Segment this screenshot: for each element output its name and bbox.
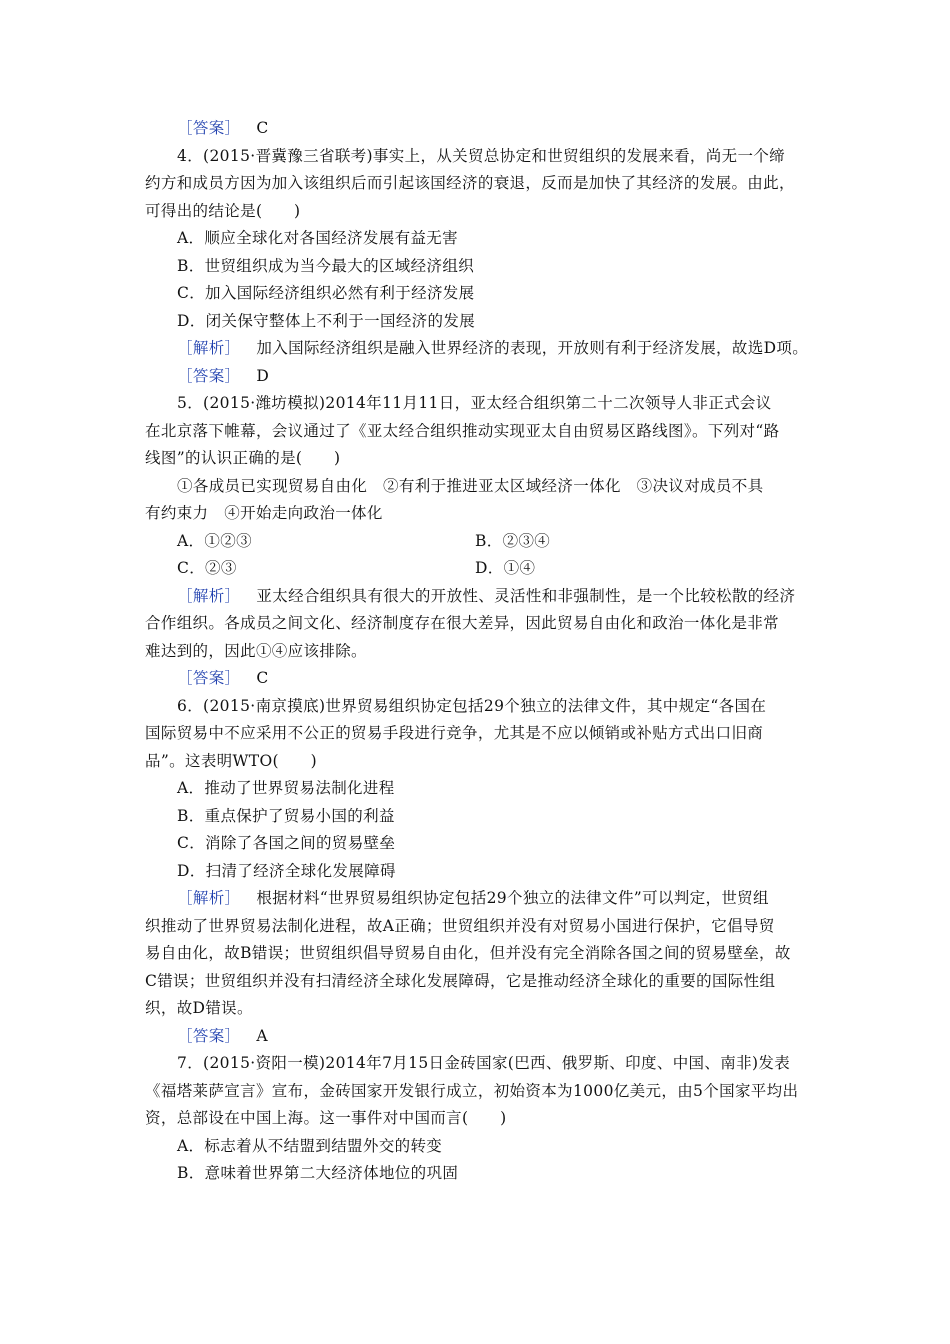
q5-analysis: ［解析］ 亚太经合组织具有很大的开放性、灵活性和非强制性，是一个比较松散的经济 (177, 586, 796, 605)
q5-option-b: B．②③④ (475, 531, 551, 550)
q4-analysis: ［解析］ 加入国际经济组织是融入世界经济的表现，开放则有利于经济发展，故选D项。 (177, 339, 809, 357)
question-6 (145, 693, 810, 1051)
q7-stem-line: 资，总部设在中国上海。这一事件对中国而言( ) (145, 1109, 507, 1127)
question-5 (145, 390, 810, 693)
q6-option-c: C．消除了各国之间的贸易壁垒 (177, 834, 396, 852)
q6-analysis-line: 织推动了世界贸易法制化进程，故A正确；世贸组织并没有对贸易小国进行保护，它倡导贸 (145, 916, 775, 935)
q6-stem-line: 品”。这表明WTO( ) (145, 751, 318, 770)
q5-analysis-line: 合作组织。各成员之间文化、经济制度存在很大差异，因此贸易自由化和政治一体化是非常 (145, 614, 780, 632)
q6-stem-line: 6．(2015·南京摸底)世界贸易组织协定包括29个独立的法律文件，其中规定“各国在 (177, 696, 767, 715)
q7-stem-line: 7．(2015·资阳一模)2014年7月15日金砖国家(巴西、俄罗斯、印度、中国、南非)发表 (177, 1054, 791, 1072)
q6-analysis-line: 织，故D错误。 (145, 999, 253, 1017)
q5-analysis-line: 难达到的，因此①④应该排除。 (145, 641, 367, 660)
question-4 (145, 143, 810, 391)
q4-stem-line: 可得出的结论是( ) (145, 201, 301, 220)
q7-option-a: A．标志着从不结盟到结盟外交的转变 (177, 1136, 443, 1155)
document-page (145, 115, 810, 1188)
q5-items-line: ①各成员已实现贸易自由化 ②有利于推进亚太区域经济一体化 ③决议对成员不具 (177, 476, 764, 495)
q6-analysis-line: C错误；世贸组织并没有扫清经济全球化发展障碍，它是推动经济全球化的重要的国际性组 (145, 971, 776, 990)
q4-option-d: D．闭关保守整体上不利于一国经济的发展 (177, 311, 476, 330)
q4-option-c: C．加入国际经济组织必然有利于经济发展 (177, 284, 475, 302)
q5-option-d: D．①④ (475, 559, 536, 577)
question-7 (145, 1050, 810, 1188)
q5-items-line: 有约束力 ④开始走向政治一体化 (145, 504, 383, 522)
q5-option-a: A．①②③ (177, 531, 252, 550)
q5-answer: ［答案］ C (177, 669, 269, 687)
q5-options-row (145, 528, 810, 556)
q6-option-a: A．推动了世界贸易法制化进程 (177, 779, 395, 797)
q7-stem-line: 《福塔莱萨宣言》宣布，金砖国家开发银行成立，初始资本为1000亿美元，由5个国家平均出 (145, 1081, 799, 1100)
q4-option-a: A．顺应全球化对各国经济发展有益无害 (177, 229, 458, 247)
q4-answer: ［答案］ D (177, 366, 270, 385)
q5-stem-line: 在北京落下帷幕，会议通过了《亚太经合组织推动实现亚太自由贸易区路线图》。下列对“路 (145, 421, 780, 440)
q5-options-row (145, 555, 810, 583)
q3-answer: ［答案］ C (177, 119, 269, 137)
q4-stem-line: 4．(2015·晋冀豫三省联考)事实上，从关贸总协定和世贸组织的发展来看，尚无一个缔 (177, 146, 786, 165)
q6-answer: ［答案］ A (177, 1026, 268, 1045)
q4-stem-line: 约方和成员方因为加入该组织后而引起该国经济的衰退，反而是加快了其经济的发展。由此， (145, 174, 795, 192)
q7-option-b: B．意味着世界第二大经济体地位的巩固 (177, 1164, 459, 1182)
q4-option-b: B．世贸组织成为当今最大的区域经济组织 (177, 256, 475, 275)
q5-stem-line: 线图”的认识正确的是( ) (145, 449, 341, 467)
q5-stem-line: 5．(2015·潍坊模拟)2014年11月11日，亚太经合组织第二十二次领导人非正式会议 (177, 394, 772, 412)
q6-option-b: B．重点保护了贸易小国的利益 (177, 806, 395, 825)
q6-analysis-line: 易自由化，故B错误；世贸组织倡导贸易自由化，但并没有完全消除各国之间的贸易壁垒，故 (145, 944, 791, 962)
q5-option-c: C．②③ (177, 559, 237, 577)
q6-stem-line: 国际贸易中不应采用不公正的贸易手段进行竞争，尤其是不应以倾销或补贴方式出口旧商 (145, 724, 764, 742)
q6-option-d: D．扫清了经济全球化发展障碍 (177, 861, 396, 880)
q6-analysis: ［解析］ 根据材料“世界贸易组织协定包括29个独立的法律文件”可以判定，世贸组 (177, 889, 769, 907)
